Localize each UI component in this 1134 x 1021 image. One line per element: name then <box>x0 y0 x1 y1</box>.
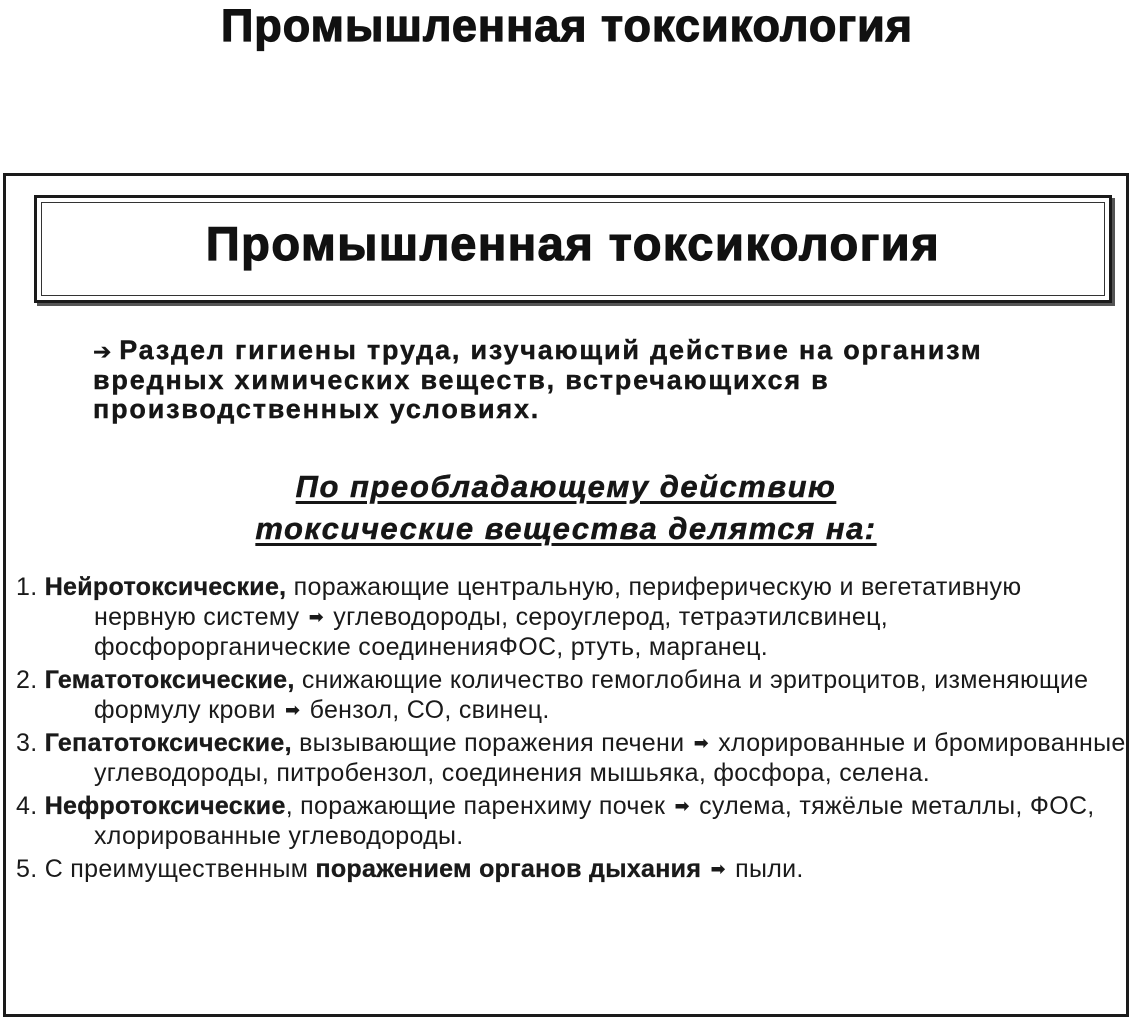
list-item <box>16 665 1126 725</box>
item-number: 4. <box>16 792 38 820</box>
item-number: 5. <box>16 855 38 883</box>
class-name: Нейротоксические, <box>44 573 287 601</box>
class-description: , поражающие паренхиму почек <box>285 792 666 820</box>
item-number: 3. <box>16 729 38 757</box>
class-description: поражающие центральную, периферическую и вегетативную нервную систему <box>94 573 1022 631</box>
arrow-right-icon: ➡ <box>710 859 726 879</box>
item-number: 2. <box>16 666 38 694</box>
class-examples: пыли. <box>735 855 804 883</box>
arrow-right-icon: ➡ <box>693 733 709 753</box>
subheading-line-1: По преобладающему действию <box>295 469 837 504</box>
definition-text: Раздел гигиены труда, изучающий действие на организм вредных химических веществ, встречающихся в производственных условиях. <box>93 335 983 424</box>
class-examples: углеводороды, сероуглерод, тетраэтилсвинец, фосфорорганические соединенияФОС, ртуть, марганец. <box>94 603 888 661</box>
arrow-right-icon: ➡ <box>284 700 301 720</box>
class-name: Гематотоксические, <box>44 666 295 694</box>
arrow-right-icon: ➡ <box>674 796 690 816</box>
class-examples: сулема, тяжёлые металлы, ФОС, хлорированные углеводороды. <box>94 792 1095 850</box>
definition-paragraph <box>93 336 1053 424</box>
class-name: Гепатотоксические, <box>44 729 292 757</box>
arrow-right-icon: ➡ <box>308 607 325 627</box>
toxic-classes-list <box>16 572 1126 887</box>
list-item <box>16 572 1126 662</box>
slide-panel <box>3 173 1129 1017</box>
class-description: вызывающие поражения печени <box>299 729 685 757</box>
class-examples: хлорированные и бромированные углеводороды, питробензол, соединения мышьяка, фосфора, селена. <box>94 729 1126 787</box>
class-name: Нефротоксические <box>44 792 286 820</box>
page-title: Промышленная токсикология <box>220 0 914 51</box>
list-item <box>16 791 1126 851</box>
list-item <box>16 728 1126 788</box>
subheading-line-2: токсические вещества делятся на: <box>255 511 877 546</box>
class-prefix: С преимущественным <box>44 855 309 883</box>
class-examples: бензол, СО, свинец. <box>309 696 550 724</box>
slide-header-title: Промышленная токсикология <box>205 217 941 270</box>
slide-header-box <box>34 195 1112 303</box>
list-item <box>16 854 1126 884</box>
class-description: снижающие количество гемоглобина и эритроцитов, изменяющие формулу крови <box>94 666 1089 724</box>
item-number: 1. <box>16 573 38 601</box>
arrow-right-icon: ➔ <box>93 339 114 364</box>
classification-subheading <box>6 466 1126 550</box>
class-name: поражением органов дыхания <box>315 855 702 883</box>
